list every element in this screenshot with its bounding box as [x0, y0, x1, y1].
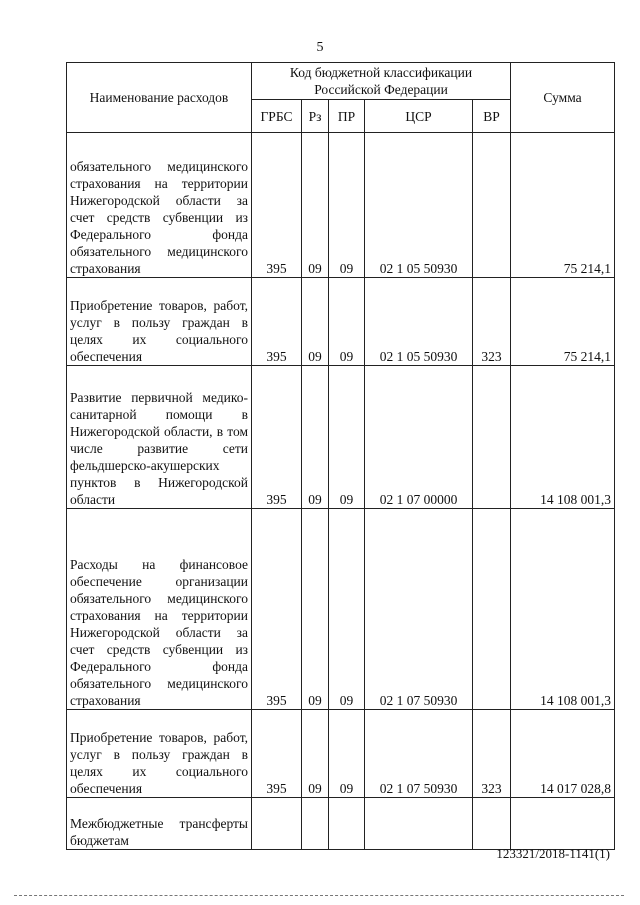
row-grbs: [252, 798, 302, 850]
row-rz: 09: [302, 509, 329, 710]
row-sum: 75 214,1: [511, 133, 615, 278]
header-sum: Сумма: [511, 63, 615, 133]
table-row: [67, 366, 615, 509]
table-row: [67, 133, 615, 278]
row-grbs: 395: [252, 133, 302, 278]
header-pr: ПР: [329, 100, 365, 133]
table-row: [67, 798, 615, 850]
row-sum: 14 017 028,8: [511, 710, 615, 798]
row-vr: [473, 798, 511, 850]
row-csr: 02 1 07 50930: [365, 509, 473, 710]
row-name: Приобретение товаров, работ, услуг в пользу граждан в целях их социального обеспечения: [67, 278, 252, 366]
row-grbs: 395: [252, 710, 302, 798]
row-vr: [473, 509, 511, 710]
row-name: Расходы на финансовое обеспечение организации обязательного медицинского страхования на территории Нижегородской области за счет средств субвенции из Федерального фонда обязательного медицинского страхования: [67, 509, 252, 710]
header-csr: ЦСР: [365, 100, 473, 133]
row-vr: [473, 133, 511, 278]
budget-table: [66, 62, 615, 850]
row-name: Межбюджетные трансферты бюджетам: [67, 798, 252, 850]
row-grbs: 395: [252, 366, 302, 509]
table-row: [67, 509, 615, 710]
header-code-group: Код бюджетной классификации Российской Федерации: [252, 63, 511, 100]
header-vr: ВР: [473, 100, 511, 133]
row-pr: [329, 798, 365, 850]
row-rz: [302, 798, 329, 850]
table-row: [67, 710, 615, 798]
row-sum: 14 108 001,3: [511, 366, 615, 509]
row-csr: 02 1 07 50930: [365, 710, 473, 798]
row-grbs: 395: [252, 509, 302, 710]
row-sum: 14 108 001,3: [511, 509, 615, 710]
row-grbs: 395: [252, 278, 302, 366]
row-rz: 09: [302, 710, 329, 798]
row-pr: 09: [329, 278, 365, 366]
row-pr: 09: [329, 509, 365, 710]
header-name: Наименование расходов: [67, 63, 252, 133]
row-name: обязательного медицинского страхования на территории Нижегородской области за счет средств субвенции из Федерального фонда обязательного медицинского страхования: [67, 133, 252, 278]
row-sum: [511, 798, 615, 850]
header-grbs: ГРБС: [252, 100, 302, 133]
row-csr: [365, 798, 473, 850]
header-rz: Рз: [302, 100, 329, 133]
table-row: [67, 278, 615, 366]
row-pr: 09: [329, 133, 365, 278]
row-csr: 02 1 05 50930: [365, 133, 473, 278]
row-vr: 323: [473, 278, 511, 366]
row-csr: 02 1 07 00000: [365, 366, 473, 509]
row-vr: 323: [473, 710, 511, 798]
row-pr: 09: [329, 366, 365, 509]
row-name: Развитие первичной медико-санитарной помощи в Нижегородской области, в том числе развитие сети фельдшерско-акушерских пунктов в Нижегородской области: [67, 366, 252, 509]
row-vr: [473, 366, 511, 509]
row-pr: 09: [329, 710, 365, 798]
page-number: 5: [316, 40, 324, 55]
row-rz: 09: [302, 133, 329, 278]
row-name: Приобретение товаров, работ, услуг в пользу граждан в целях их социального обеспечения: [67, 710, 252, 798]
document-code: 123321/2018-1141(1): [496, 846, 610, 861]
page-bottom-divider: [14, 895, 624, 896]
row-csr: 02 1 05 50930: [365, 278, 473, 366]
row-rz: 09: [302, 278, 329, 366]
row-rz: 09: [302, 366, 329, 509]
row-sum: 75 214,1: [511, 278, 615, 366]
